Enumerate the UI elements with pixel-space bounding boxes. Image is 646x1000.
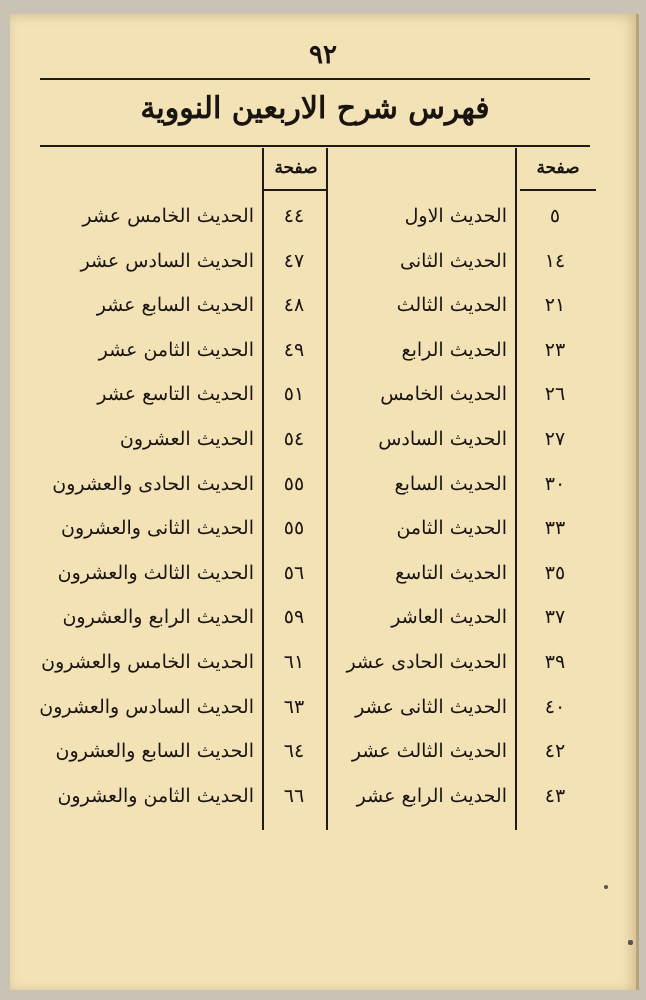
right-entry-page: ٥ <box>549 205 561 227</box>
right-entry-title: الحديث الخامس <box>380 383 507 405</box>
left-entry-title: الحديث التاسع عشر <box>97 383 254 405</box>
column-divider-right <box>515 148 517 830</box>
right-entry-title: الحديث الثالث <box>396 294 507 316</box>
left-entry-title: الحديث الثالث والعشرون <box>57 562 254 584</box>
right-entry-title: الحديث السادس <box>378 428 507 450</box>
right-entry-page: ٣٩ <box>544 651 566 673</box>
left-entry-page: ٤٨ <box>283 294 305 316</box>
left-entry-title: الحديث السادس عشر <box>80 250 254 272</box>
paper-speck <box>604 885 608 889</box>
left-entry-title: الحديث العشرون <box>119 428 254 450</box>
left-entry-page: ٥٩ <box>283 606 305 628</box>
right-entry-page: ٣٧ <box>544 606 566 628</box>
right-entry-title: الحديث السابع <box>394 473 507 495</box>
left-entry-page: ٦١ <box>283 651 305 673</box>
page-title: فهرس شرح الاربعين النووية <box>140 91 490 126</box>
right-entry-page: ٢١ <box>544 294 566 316</box>
header-underline-right <box>520 189 596 191</box>
page-number: ٩٢ <box>309 40 337 70</box>
right-entry-title: الحديث الرابع <box>401 339 507 361</box>
left-entry-page: ٦٤ <box>283 740 305 762</box>
header-underline-left <box>264 189 326 191</box>
left-entry-title: الحديث الحادى والعشرون <box>52 473 254 495</box>
right-entry-page: ١٤ <box>544 250 566 272</box>
left-entry-page: ٤٧ <box>283 250 305 272</box>
right-entry-title: الحديث الثالث عشر <box>351 740 507 762</box>
left-entry-page: ٥٥ <box>283 473 305 495</box>
right-entry-page: ٢٦ <box>544 383 566 405</box>
left-entry-page: ٦٦ <box>283 785 305 807</box>
right-entry-page: ٤٣ <box>544 785 566 807</box>
left-entry-page: ٥٥ <box>283 517 305 539</box>
right-entry-page: ٣٠ <box>544 473 566 495</box>
paper-speck <box>628 940 633 945</box>
right-entry-title: الحديث الثامن <box>396 517 507 539</box>
left-entry-title: الحديث السابع عشر <box>96 294 254 316</box>
left-entry-title: الحديث الثانى والعشرون <box>60 517 254 539</box>
left-entry-page: ٥٤ <box>283 428 305 450</box>
left-entry-page: ٤٩ <box>283 339 305 361</box>
right-entry-page: ٤٠ <box>544 696 566 718</box>
left-entry-title: الحديث الثامن والعشرون <box>57 785 254 807</box>
top-rule <box>40 78 590 80</box>
right-entry-page: ٤٢ <box>544 740 566 762</box>
left-entry-title: الحديث الرابع والعشرون <box>62 606 254 628</box>
right-entry-title: الحديث العاشر <box>391 606 507 628</box>
left-entry-page: ٦٣ <box>283 696 305 718</box>
left-entry-title: الحديث السادس والعشرون <box>39 696 254 718</box>
right-entry-page: ٢٧ <box>544 428 566 450</box>
right-entry-page: ٣٥ <box>544 562 566 584</box>
right-entry-page: ٣٣ <box>544 517 566 539</box>
column-divider-middle <box>326 148 328 830</box>
left-entry-title: الحديث الثامن عشر <box>98 339 254 361</box>
right-entry-title: الحديث الرابع عشر <box>356 785 507 807</box>
right-entry-page: ٢٣ <box>544 339 566 361</box>
left-entry-title: الحديث الخامس عشر <box>82 205 254 227</box>
title-bottom-rule <box>40 145 590 147</box>
right-entry-title: الحديث التاسع <box>395 562 507 584</box>
right-entry-title: الحديث الاول <box>404 205 507 227</box>
left-entry-page: ٥٦ <box>283 562 305 584</box>
left-entry-title: الحديث الخامس والعشرون <box>41 651 254 673</box>
left-page-header: صفحة <box>274 158 318 178</box>
right-entry-title: الحديث الثانى <box>399 250 507 272</box>
right-entry-title: الحديث الحادى عشر <box>346 651 507 673</box>
right-entry-title: الحديث الثانى عشر <box>355 696 507 718</box>
left-entry-page: ٥١ <box>283 383 305 405</box>
column-divider-left <box>262 148 264 830</box>
left-entry-title: الحديث السابع والعشرون <box>55 740 254 762</box>
left-entry-page: ٤٤ <box>283 205 305 227</box>
right-page-header: صفحة <box>536 158 580 178</box>
